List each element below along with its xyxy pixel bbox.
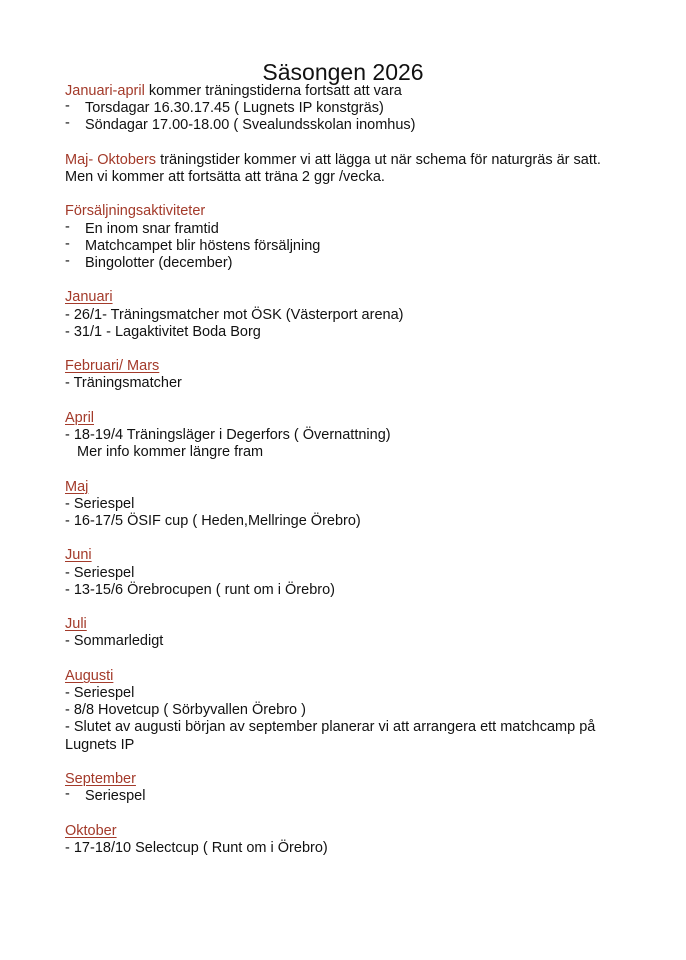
juni-heading: Juni: [65, 547, 92, 564]
april-heading: April: [65, 409, 95, 426]
jan-apr-heading: Januari-april: [65, 83, 145, 99]
augusti-heading: Augusti: [65, 667, 114, 684]
page-title: Säsongen 2026: [262, 59, 424, 85]
list-item: - Seriespel: [65, 684, 135, 701]
juli-heading: Juli: [65, 616, 87, 633]
list-item: - Träningsmatcher: [65, 375, 182, 392]
list-item: - 13-15/6 Örebrocupen ( runt om i Örebro): [65, 581, 335, 598]
oktober-heading: Oktober: [65, 822, 117, 839]
maj-heading: Maj: [65, 478, 89, 495]
januari-heading: Januari: [65, 289, 113, 306]
list-item: - Seriespel: [65, 495, 135, 512]
list-item: - 18-19/4 Träningsläger i Degerfors ( Övernattning): [65, 426, 391, 443]
jan-apr-rest: kommer träningstiderna fortsatt att vara: [144, 83, 402, 99]
maj-okt-paragraph: [65, 152, 625, 186]
list-item: - 8/8 Hovetcup ( Sörbyvallen Örebro ): [65, 702, 306, 719]
list-item: - Seriespel: [65, 786, 146, 805]
list-item: - Seriespel: [65, 564, 135, 581]
list-item: - 26/1- Träningsmatcher mot ÖSK (Västerport arena): [65, 306, 404, 323]
list-item: - Slutet av augusti början av september planerar vi att arrangera ett matchcamp på Lugnets IP: [65, 719, 596, 753]
list-item: - 16-17/5 ÖSIF cup ( Heden,Mellringe Örebro): [65, 512, 361, 529]
document-body: [65, 83, 625, 857]
maj-okt-rest: träningstider kommer vi att lägga ut när schema för naturgräs är satt. Men vi kommer att fortsätta att träna 2 ggr /vecka.: [65, 151, 601, 185]
list-item: - Torsdagar 16.30.17.45 ( Lugnets IP konstgräs): [65, 98, 384, 117]
feb-mars-heading: Februari/ Mars: [65, 358, 160, 375]
list-item: - 31/1 - Lagaktivitet Boda Borg: [65, 323, 261, 340]
list-item: - Sommarledigt: [65, 633, 164, 650]
list-item: - Söndagar 17.00-18.00 ( Svealundsskolan inomhus): [65, 115, 416, 134]
maj-okt-heading: Maj- Oktobers: [65, 151, 157, 168]
list-item: - 17-18/10 Selectcup ( Runt om i Örebro): [65, 839, 328, 856]
september-heading: September: [65, 770, 136, 787]
list-item: - Matchcampet blir höstens försäljning: [65, 235, 321, 254]
list-item: - En inom snar framtid: [65, 218, 219, 237]
april-note: Mer info kommer längre fram: [77, 444, 264, 461]
forsaljning-heading: Försäljningsaktiviteter: [65, 203, 206, 220]
list-item: - Bingolotter (december): [65, 253, 233, 271]
jan-apr-intro: [65, 83, 625, 100]
